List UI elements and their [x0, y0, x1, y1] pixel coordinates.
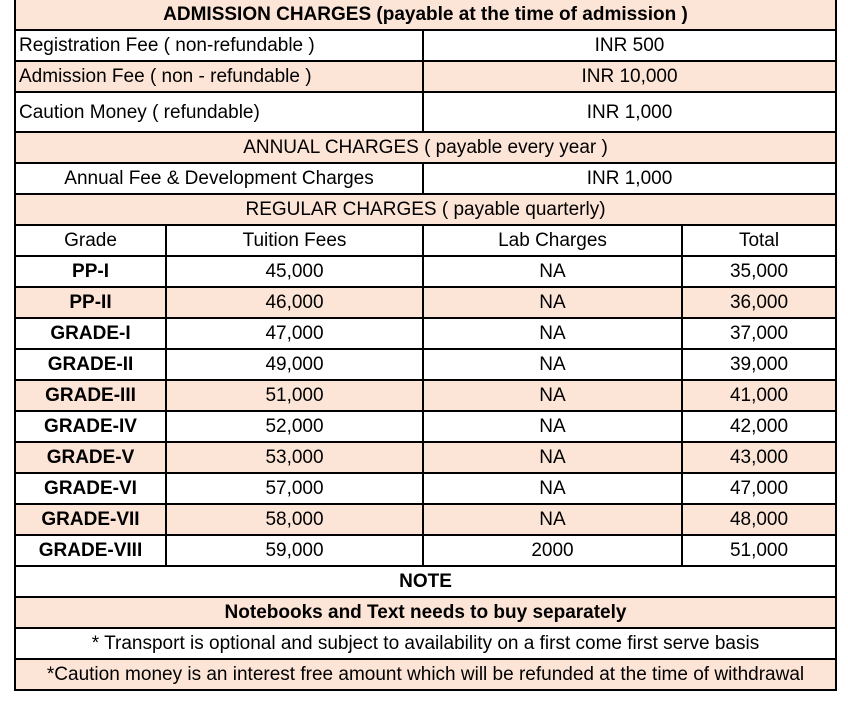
total-cell: 43,000	[682, 442, 836, 473]
tuition-cell: 49,000	[166, 349, 423, 380]
tuition-cell: 45,000	[166, 256, 423, 287]
total-cell: 36,000	[682, 287, 836, 318]
table-row	[15, 256, 836, 287]
note-header-row	[15, 566, 836, 597]
caution-money-label: Caution Money ( refundable)	[15, 92, 423, 132]
lab-cell: NA	[423, 411, 682, 442]
grade-cell: GRADE-III	[15, 380, 166, 411]
lab-cell: NA	[423, 442, 682, 473]
annual-charges-title: ANNUAL CHARGES ( payable every year )	[15, 132, 836, 163]
total-cell: 51,000	[682, 535, 836, 566]
total-cell: 48,000	[682, 504, 836, 535]
note-row	[15, 597, 836, 628]
regular-header-row	[15, 194, 836, 225]
grade-cell: PP-II	[15, 287, 166, 318]
table-row	[15, 504, 836, 535]
grade-cell: PP-I	[15, 256, 166, 287]
total-cell: 42,000	[682, 411, 836, 442]
annual-fee-amount: INR 1,000	[423, 163, 836, 194]
lab-cell: NA	[423, 256, 682, 287]
column-header-grade: Grade	[15, 225, 166, 256]
registration-fee-amount: INR 500	[423, 30, 836, 61]
tuition-cell: 59,000	[166, 535, 423, 566]
table-row	[15, 349, 836, 380]
annual-fee-label: Annual Fee & Development Charges	[15, 163, 423, 194]
fee-structure-table	[14, 0, 837, 691]
column-header-row	[15, 225, 836, 256]
annual-fee-row	[15, 163, 836, 194]
tuition-cell: 46,000	[166, 287, 423, 318]
lab-cell: NA	[423, 287, 682, 318]
grade-cell: GRADE-IV	[15, 411, 166, 442]
caution-money-row	[15, 92, 836, 132]
table-row	[15, 411, 836, 442]
admission-fee-amount: INR 10,000	[423, 61, 836, 92]
table-row	[15, 287, 836, 318]
note-caution-money: *Caution money is an interest free amount which will be refunded at the time of withdrawal	[15, 659, 836, 690]
lab-cell: NA	[423, 504, 682, 535]
grade-cell: GRADE-VII	[15, 504, 166, 535]
total-cell: 35,000	[682, 256, 836, 287]
lab-cell: NA	[423, 318, 682, 349]
table-row	[15, 380, 836, 411]
registration-fee-row	[15, 30, 836, 61]
lab-cell: NA	[423, 473, 682, 504]
table-row	[15, 535, 836, 566]
note-transport: * Transport is optional and subject to availability on a first come first serve basis	[15, 628, 836, 659]
caution-money-amount: INR 1,000	[423, 92, 836, 132]
grade-cell: GRADE-VIII	[15, 535, 166, 566]
lab-cell: NA	[423, 349, 682, 380]
admission-charges-title: ADMISSION CHARGES (payable at the time of admission )	[15, 0, 836, 30]
note-notebooks: Notebooks and Text needs to buy separately	[15, 597, 836, 628]
grade-cell: GRADE-I	[15, 318, 166, 349]
total-cell: 41,000	[682, 380, 836, 411]
note-row	[15, 628, 836, 659]
lab-cell: NA	[423, 380, 682, 411]
total-cell: 39,000	[682, 349, 836, 380]
table-row	[15, 442, 836, 473]
column-header-total: Total	[682, 225, 836, 256]
admission-fee-row	[15, 61, 836, 92]
registration-fee-label: Registration Fee ( non-refundable )	[15, 30, 423, 61]
admission-fee-label: Admission Fee ( non - refundable )	[15, 61, 423, 92]
regular-charges-title: REGULAR CHARGES ( payable quarterly)	[15, 194, 836, 225]
grade-cell: GRADE-II	[15, 349, 166, 380]
tuition-cell: 52,000	[166, 411, 423, 442]
column-header-tuition: Tuition Fees	[166, 225, 423, 256]
table-row	[15, 318, 836, 349]
tuition-cell: 53,000	[166, 442, 423, 473]
note-title: NOTE	[15, 566, 836, 597]
annual-header-row	[15, 132, 836, 163]
column-header-lab: Lab Charges	[423, 225, 682, 256]
tuition-cell: 51,000	[166, 380, 423, 411]
tuition-cell: 58,000	[166, 504, 423, 535]
note-row	[15, 659, 836, 690]
lab-cell: 2000	[423, 535, 682, 566]
table-row	[15, 473, 836, 504]
grade-cell: GRADE-VI	[15, 473, 166, 504]
tuition-cell: 57,000	[166, 473, 423, 504]
total-cell: 37,000	[682, 318, 836, 349]
grade-cell: GRADE-V	[15, 442, 166, 473]
tuition-cell: 47,000	[166, 318, 423, 349]
total-cell: 47,000	[682, 473, 836, 504]
admission-header-row	[15, 0, 836, 30]
